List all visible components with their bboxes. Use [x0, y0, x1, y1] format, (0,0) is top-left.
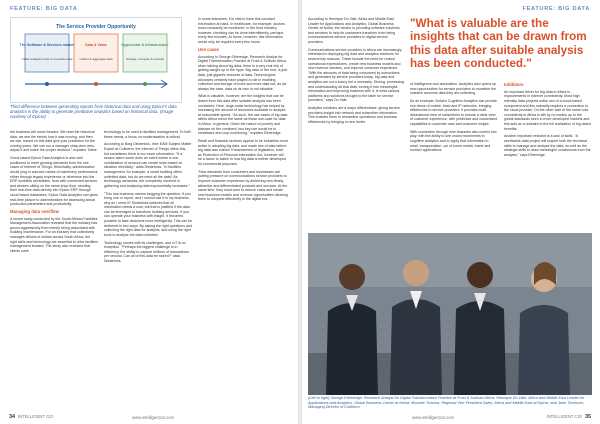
footer-url: www.intelligentcio.com: [132, 415, 175, 420]
paragraph: technology to be used in facilities management. To fulfil these needs, a focus on modernisation is critical.: [104, 130, 191, 139]
figure-col-b-text: Collect & aggregate data: [79, 57, 113, 61]
paragraph: A recent study conducted by the South African Facilities Management Association revealed that the industry has grown aggressively from merely being associated with building maintenance. For an industry that collectively manages billions of dollars across South Africa, the right skills and technology are essential to drive facilities management forward. The study also revealed that clients want: [10, 216, 98, 253]
left-column-1: [10, 130, 98, 257]
magazine-name: INTELLIGENT CIO: [18, 414, 54, 419]
paragraph: According to Borg Diedericks, Infor EAM Subject Matter Expert at Coltherm, the Internet of Things offers this, but sometimes there is too much information. "If a sensor alarm some does an event where a one-combination of sensors can create rules based on situation electricity," adds Diedericks. "In facilities management, for example, a smart building offers unlimited data, but do we need all the data? As technology advances, the complexity involved in gathering and analysing data exponentially increases.": [104, 142, 192, 188]
figure-chart: [10, 17, 182, 103]
right-column-2: [410, 82, 498, 156]
right-column-1: [308, 17, 404, 128]
paragraph: An important driver for big data in Africa is improvements in Internet connectivity. Most high intensity data projects make use of a cloud-based component and this naturally requires a connection to the cloud provider. On the other side of the same coin, connectivity in Africa is still by no means up to the global standards seen in more developed markets and this acts as a restraint to the full realisation of big data's benefits.: [504, 89, 592, 131]
figure-col-a-title: The Software & Services market: [19, 43, 75, 47]
right-column-3: [504, 82, 592, 160]
paragraph: "This has business owners begging the question: If you bring one or report, and I cannot use it in my business, why do I need it? Diedericks believes that all information needs a cost, but that is justified if the data can be leveraged to transform building services. If you can operate your business with insight, it becomes possible to take decisions more intelligently. This can be delivered in two ways. By asking the right questions and collecting the right data for analysis, and using the right tools to analyse the data collected.: [104, 191, 192, 237]
section-header: FEATURE: BIG DATA: [522, 6, 590, 12]
paragraph: Cloud-based Epicor Data Analytics is also well positioned to meet growing demands from the use cases of Internet of Things. Historically, administration would plug in sourced values of machinery performance either through legacy experience or otherwise into the ERP workflow worktables. Now with connected sensors and devices sitting on the same shop floor, sending their real-time data directly into Epicor ERP through cloud based databases, Epicor Data Analytics can gives real-time picture to administrators for assessing actual production parameters and productivity.: [10, 156, 98, 207]
figure-title: The Service Provider Opportunity: [56, 24, 136, 30]
paragraph: the business will move forward. We read the historical data, we see the trends how it was moving, and then we can, based on this data give your prediction for the coming years. We can run a manager chap-dem view, adjust it and make the proper decision," explains Totine.: [10, 130, 98, 153]
paragraph: According to George Etheredge, Research Analyst for Digital Transformation Practice at Frost & Sullivan Africa, when talking about big data, there is a very real risk of getting caught up in the hype. Big data, in the end, is just data, just gigantic amounts of data. Technological advances certainly have played a role in enabling collection and storage of more and more data but, as we always the case, data on its own is not valuable.: [198, 54, 288, 91]
page-footer: [546, 414, 594, 420]
subheading: Use cases: [198, 46, 220, 52]
pull-quote: "What is valuable are the insights that can be drawn from this data after suitable analysis has been conducted.": [410, 17, 587, 70]
magazine-name: INTELLIGENT CIO: [546, 414, 582, 419]
photo-caption: (Left to right) George Etheredge, Research Analyst for Digital Transformation Practice at Frost & Sullivan Africa; Henrique Do Vale, Africa and Middle East Leader for Applications and Analytics, Global Business Center at Nokia; Moonee Tshoma, Regional Vice President Sales, Africa and Middle East at Epicor; and Jane Thomson, Managing Director of Coltherm.: [308, 396, 585, 410]
figure-col-a-text: Utilize analytics tools to monetize data: [21, 57, 73, 61]
figure-graphic: [11, 18, 181, 102]
paragraph: What is valuable, however, are the insights that can be drawn from this data after suitable analysis has been conducted. Here, large-scale technology has helped by increasing the amount of resources available to analyse at reasonable speed. "As such, the use cases of big data within Africa mirror the same as those use-case for data in Africa. In general, Given the nature of poverty and disease on the continent, two key use would be in healthcare and crop monitoring," explains Etheredge.: [198, 94, 288, 136]
subheading: Inhibitors: [504, 82, 524, 87]
paragraph: According to Henrique Do Vale, Africa and Middle East Leader for Applications and Analytics, Global Business Center at Nokia, the vendor is providing software solutions and services to help its customers transform from being communications service providers to digital service providers.: [308, 17, 400, 44]
page-number: 34: [9, 414, 15, 420]
paragraph: Another important restraint is a lack of skills. "A worthwhile data project will require both the technical skills to manage and analyse the data, as well as the strategic skills to draw meaningful conclusions from the analysis," says Etheredge.: [504, 134, 591, 157]
paragraph: "New demands from consumers and businesses are putting pressure on communications service providers to improve customer experience by delivering new timely, attractive and differentiated products and services. At the same time, they must work to reduce costs and create new business models and revenue opportunities allowing them to compete effectively in the digital era.: [198, 169, 288, 202]
paragraph: Retail and financial services appear to be industries most active in adopting big data, and made use of data before big data was coined. Enhancement of legislation, such as Protection of Personal Information Act, however will be a factor to watch in how big data is further developed for commercial purposes.: [198, 139, 288, 166]
page-footer: [6, 414, 54, 420]
paragraph: Communications service providers in Africa are increasingly interested in deploying big data and analytics solutions for several key reasons. These include the need for reduce operational expenditures, create new business models and new revenue streams, and improve customer experience. "With the amounts of data being consumed by subscribers and generated by service providers today, big data and analytics are not a luxury but a necessity. Storing, processing and understanding all that data, turning it into meaningful information and improving business with it, is what various platforms and solutions brought to the table for service providers," says Do Vale.: [308, 47, 404, 103]
group-photo: [308, 233, 592, 395]
left-column-2: [104, 130, 192, 267]
paragraph: As an example, Nokia's Cognitive Analytics can provide rich views of mobile, fixed and IP networks, bringing efficiencies to service providers. It provides multi-dimensional view of subscribers to ensure a clear view of customer experience, with predictive and customised capabilities in customer care and customer insight.: [410, 98, 498, 126]
paragraph: In some industries, it is vital to have this constant information at hand. In healthcare, for example, doctors must constantly be monitored. In the food industry, however, checking can be done intermittently, perhaps every few minutes. At home, however, this information would only be required every few hours.: [198, 17, 285, 44]
subheading: Managing data overflow: [10, 208, 59, 214]
paragraph: Technology comes with its challenges, and IoT is no exception. "Perhaps the biggest challenge is in efficiency, the ability to capture millions of transactions per second. Can all of this data be stored?" asks Diedericks.: [104, 240, 190, 263]
figure-col-c-text: Storage, compute & network: [126, 57, 164, 61]
paragraph: With connection through new channels also comes into play, with the ability to see crowd movements in cognitive analytics and to apply that information to retail, transportation, out of home media, travel and tourism applications.: [410, 129, 497, 153]
group-photo-image: [308, 233, 592, 395]
footer-url: www.intelligentcio.com: [412, 415, 455, 420]
left-column-3: [198, 17, 288, 205]
page-number: 35: [585, 414, 591, 420]
figure-col-b-title: Data & Value: [85, 43, 107, 47]
figure-caption: Third difference between generating reports from historical data and using Epicor's data analytics is the ability to generate predictive analytics based on historical data. (Image courtesy of Epicor): [10, 104, 177, 120]
left-page: [0, 0, 298, 424]
figure-col-c-title: Hyperscale & Infrastructure: [121, 43, 169, 47]
section-header: FEATURE: BIG DATA: [10, 6, 78, 12]
right-page: [302, 0, 600, 424]
paragraph: of intelligence and automation. Analytics also opens up new opportunities for service providers to monetise the massive amounts data they are collecting.: [410, 82, 497, 96]
paragraph: Analytics solutions are a major differentiator, giving service providers insight into network and subscriber information. This enables them to streamline operations and increase efficiencies by bringing in new levels: [308, 106, 401, 124]
